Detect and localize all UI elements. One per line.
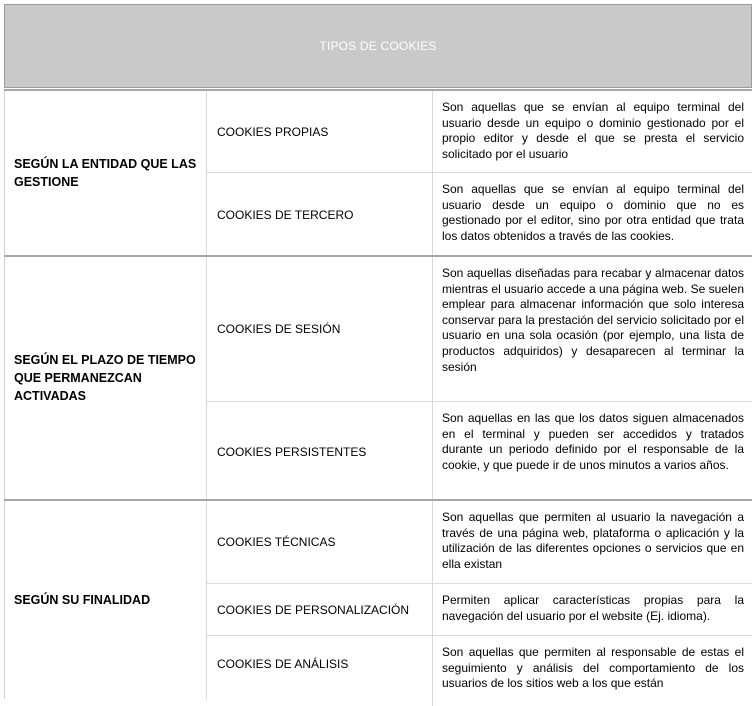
description-cell: Permiten aplicar características propias para la navegación del usuario por el website (Ej. idioma). [442,593,744,623]
category-cell: SEGÚN EL PLAZO DE TIEMPO QUE PERMANEZCAN ACTIVADAS [4,257,207,499]
description-cell: Son aquellas que se envían al equipo terminal del usuario desde un equipo o dominio que no es gestionado por el editor, sino por otra entidad que trata los datos obtenidos a través de las cookies. [442,182,744,243]
group-finalidad [4,499,752,699]
table-row [207,173,752,257]
cookie-type-cell: COOKIES DE ANÁLISIS [207,636,433,706]
table-row [207,402,752,501]
table-row [207,636,752,706]
category-cell: SEGÚN SU FINALIDAD [4,501,207,699]
group-plazo [4,255,752,499]
description-cell: Son aquellas en las que los datos siguen almacenados en el terminal y pueden ser accedidos y tratados durante un periodo definido por el responsable de la cookie, y que puede ir de unos minutos a varios años. [442,411,744,472]
cookie-type-cell: COOKIES DE SESIÓN [207,257,433,401]
group-entidad [4,89,752,255]
description-cell: Son aquellas que permiten al usuario la navegación a través de una página web, plataforma o aplicación y la utilización de las diferentes opciones o servicios que en ella existan [442,510,744,571]
description-cell: Son aquellas que permiten al responsable de estas el seguimiento y análisis del comportamiento de los usuarios de los sitios web a los que están [442,645,744,691]
category-cell: SEGÚN LA ENTIDAD QUE LAS GESTIONE [4,91,207,255]
cookie-type-cell: COOKIES DE TERCERO [207,173,433,257]
cookie-type-cell: COOKIES PROPIAS [207,91,433,172]
table-header [4,4,752,88]
cookie-type-cell: COOKIES PERSISTENTES [207,402,433,501]
table-row [207,257,752,402]
table-row [207,584,752,636]
table-row [207,501,752,584]
description-cell: Son aquellas diseñadas para recabar y almacenar datos mientras el usuario accede a una página web. Se suelen emplear para almacenar información que solo interesa conservar para la prestación del servicio solicitado por el usuario en una sola ocasión (por ejemplo, una lista de productos adquiridos) y desaparecen al terminar la sesión [442,266,744,374]
cookie-type-cell: COOKIES DE PERSONALIZACIÓN [207,584,433,635]
description-cell: Son aquellas que se envían al equipo terminal del usuario desde un equipo o dominio gestionado por el propio editor y desde el que se presta el servicio solicitado por el usuario [442,100,744,161]
cookie-type-cell: COOKIES TÉCNICAS [207,501,433,583]
table-row [207,91,752,173]
table-title: TIPOS DE COOKIES [319,39,437,53]
